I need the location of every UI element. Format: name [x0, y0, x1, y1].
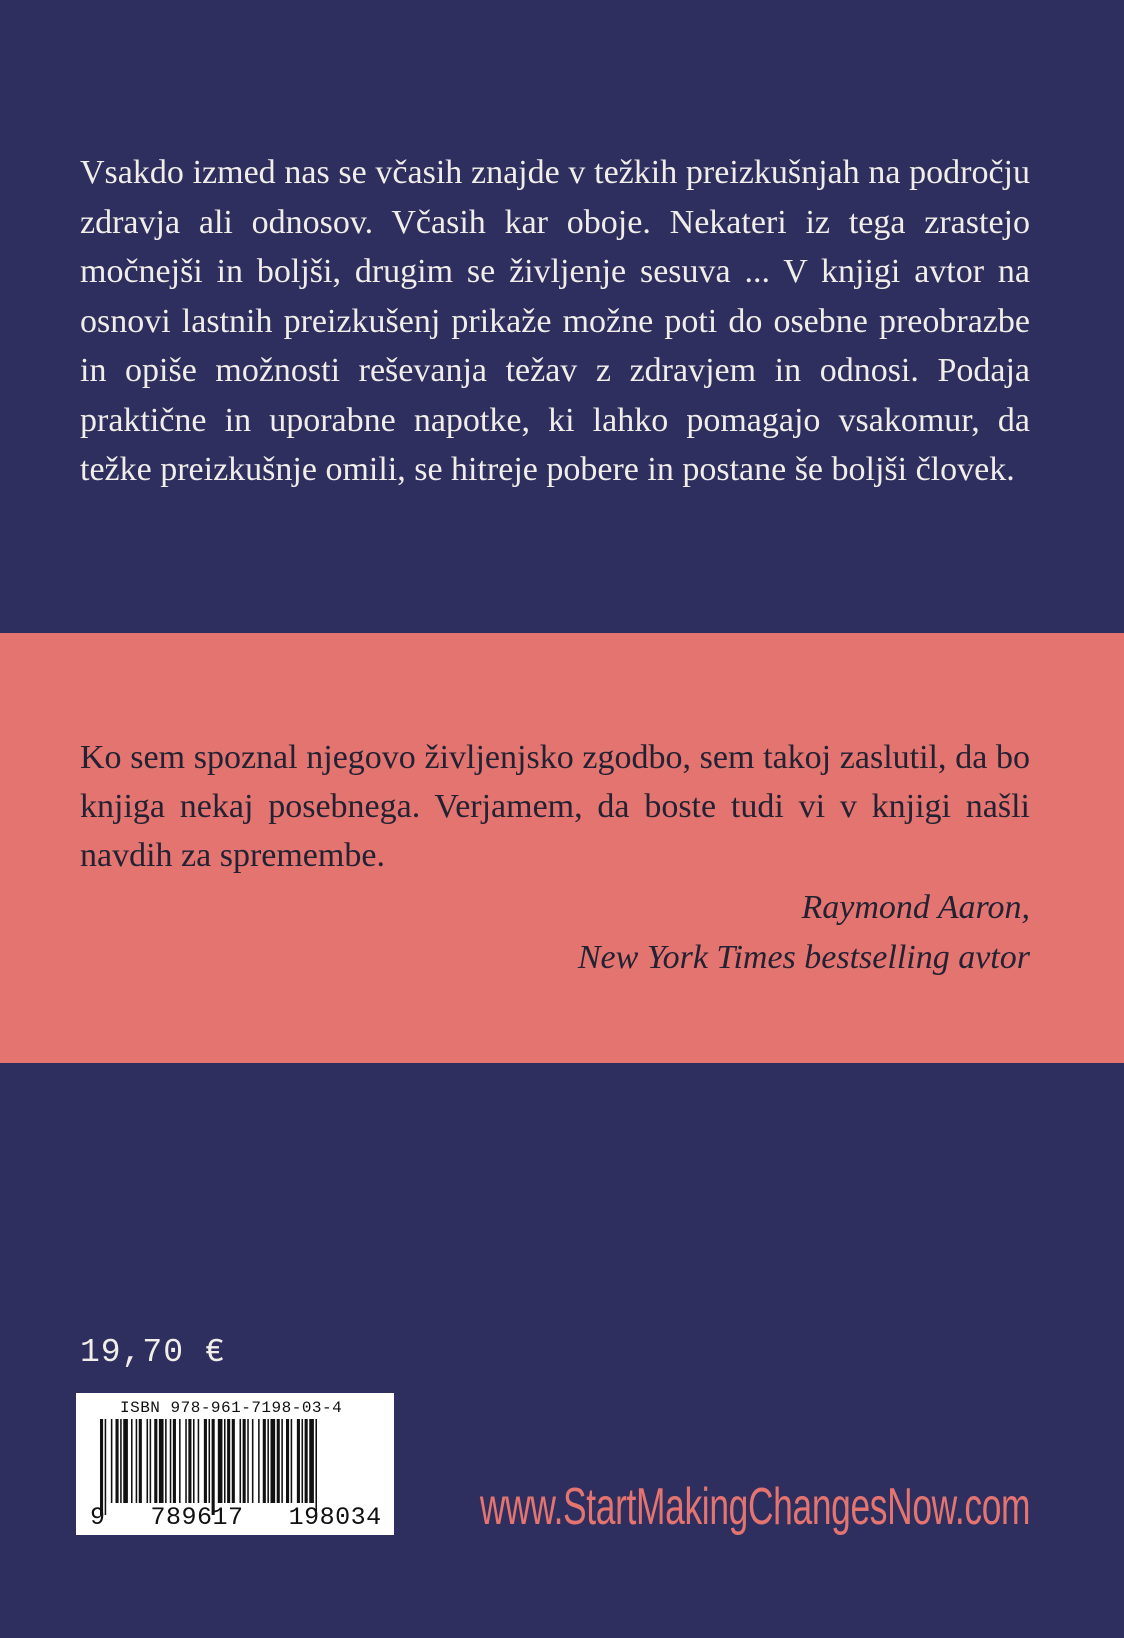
barcode-bar: [247, 1419, 249, 1503]
barcode-group-left: 789617: [150, 1503, 244, 1532]
barcode-bar: [267, 1419, 269, 1503]
website-url: www.StartMakingChangesNow.com: [479, 1478, 1030, 1536]
barcode-bar: [232, 1419, 235, 1503]
barcode-bar: [302, 1419, 304, 1503]
barcode-bar: [212, 1419, 215, 1515]
testimonial-quote: [80, 733, 1030, 880]
barcode-bar: [198, 1419, 200, 1503]
barcode-bar: [224, 1419, 226, 1503]
barcode-bar: [179, 1419, 181, 1503]
barcode-bar: [263, 1419, 266, 1503]
description-text: Vsakdo izmed nas se včasih znajde v težkih preizkušnjah na področju zdravja ali odnosov. Včasih kar oboje. Nekateri iz tega zrastejo močnejši in boljši, drugim se življenje sesuva ... V knjigi avtor na osnovi lastnih preizkušenj prikaže možne poti do osebne preobrazbe in opiše možnosti reševanja težav z zdravjem in odnosi. Podaja praktične in uporabne napotke, ki lahko pomagajo vsakomur, da težke preizkušnje omili, se hitreje pobere in postane še boljši človek.: [80, 154, 1030, 488]
barcode-group-right: 198034: [288, 1503, 382, 1532]
barcode-bar: [139, 1419, 142, 1503]
barcode-bar: [173, 1419, 176, 1503]
barcode-bar: [243, 1419, 246, 1503]
barcode-bar: [116, 1419, 119, 1503]
barcode-digits: [90, 1503, 382, 1532]
quote-author-title: New York Times bestselling avtor: [577, 939, 1030, 976]
quote-band: [0, 633, 1124, 1063]
barcode-bar: [170, 1419, 172, 1503]
barcode-bar: [165, 1419, 167, 1503]
barcode-bar: [240, 1419, 242, 1503]
isbn-barcode: [76, 1393, 394, 1535]
barcode-bar: [258, 1419, 260, 1503]
barcode-bar: [291, 1419, 293, 1503]
barcode-bar: [309, 1419, 314, 1503]
barcode-bar: [218, 1419, 223, 1503]
barcode-bar: [185, 1419, 187, 1503]
barcode-bar: [227, 1419, 230, 1503]
barcode-bar: [120, 1419, 122, 1503]
barcode-bar: [111, 1419, 113, 1503]
barcode-bar: [150, 1419, 152, 1503]
barcode-bar: [100, 1419, 103, 1515]
barcode-bar: [209, 1419, 211, 1503]
barcode-bar: [271, 1419, 276, 1503]
barcode-bar: [305, 1419, 308, 1503]
barcode-bar: [277, 1419, 280, 1503]
barcode-bar: [252, 1419, 254, 1503]
barcode-bar: [154, 1419, 157, 1503]
barcode-bar: [297, 1419, 300, 1503]
barcode-bar: [105, 1419, 107, 1515]
isbn-label: ISBN 978-961-7198-03-4: [120, 1399, 343, 1417]
barcode-bar: [147, 1419, 149, 1503]
barcode-bar: [131, 1419, 133, 1503]
quote-attribution: [578, 883, 1030, 983]
barcode-bar: [286, 1419, 289, 1503]
barcode-bar: [159, 1419, 164, 1503]
barcode-bar: [204, 1419, 207, 1503]
barcode-bar: [193, 1419, 195, 1503]
barcode-bar: [123, 1419, 128, 1503]
barcode-bar: [136, 1419, 138, 1503]
quote-author: Raymond Aaron,: [801, 889, 1030, 926]
book-description: [80, 148, 1030, 495]
quote-text: Ko sem spoznal njegovo življenjsko zgodbo, sem takoj zaslutil, da bo knjiga nekaj posebnega. Verjamem, da boste tudi vi v knjigi našli navdih za spremembe.: [80, 739, 1030, 874]
barcode-bar: [315, 1419, 317, 1515]
barcode-bar: [281, 1419, 283, 1503]
barcode-bar: [188, 1419, 191, 1503]
price-label: 19,70 €: [80, 1334, 226, 1371]
barcode-first-digit: 9: [90, 1503, 106, 1532]
